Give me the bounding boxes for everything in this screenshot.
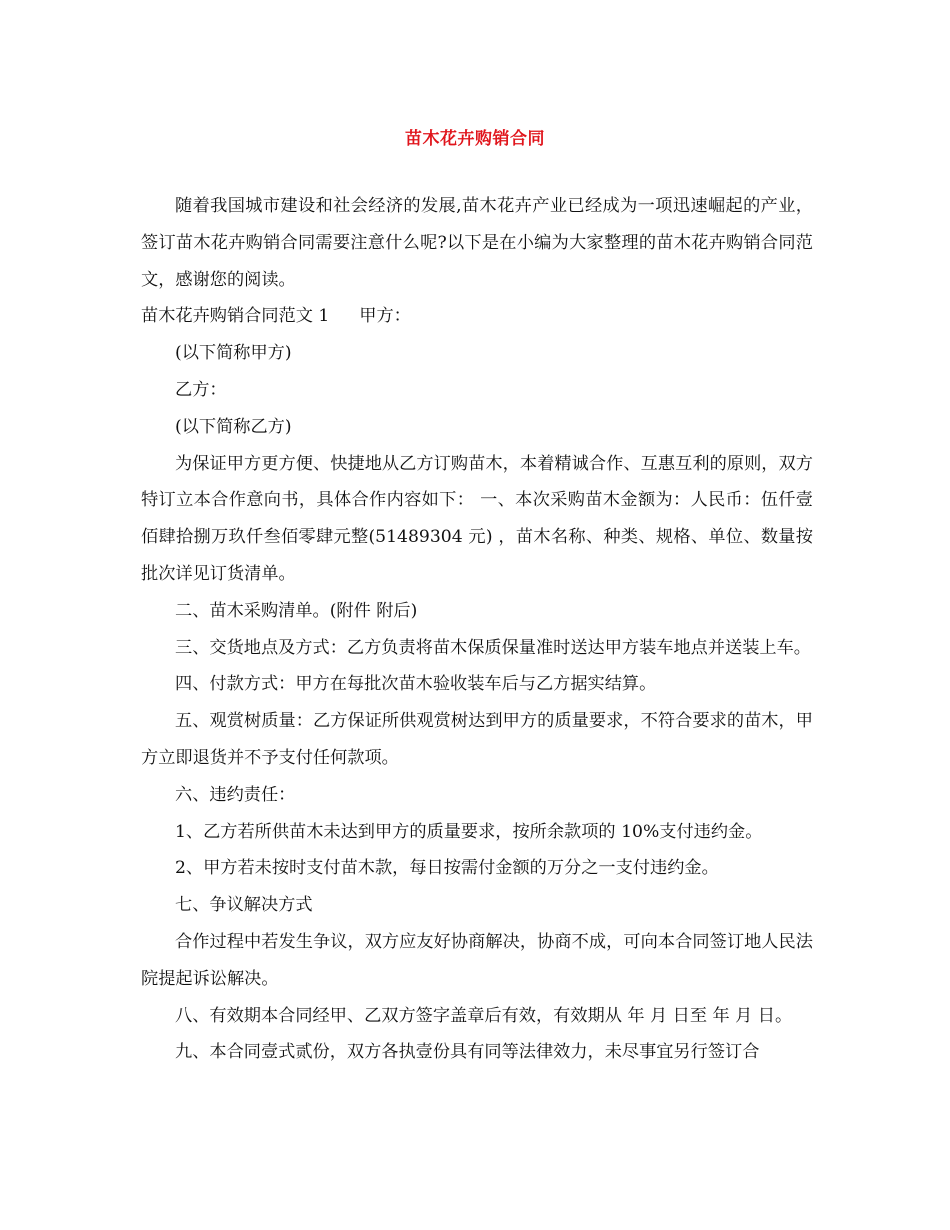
clause-6-item-2: 2、甲方若未按时支付苗木款，每日按需付金额的万分之一支付违约金。 — [175, 858, 719, 879]
sample-heading-line — [141, 298, 813, 335]
party-a-abbr: (以下简称甲方) — [175, 343, 292, 364]
clause-7-body: 合作过程中若发生争议，双方应友好协商解决，协商不成，可向本合同签订地人民法院提起诉讼解决。 — [141, 931, 813, 989]
clause-6-heading: 六、违约责任： — [175, 784, 296, 805]
party-b-label: 乙方： — [175, 379, 227, 400]
sample-heading: 苗木花卉购销合同范文 1 — [141, 306, 330, 327]
document-body — [141, 188, 813, 1071]
party-a-label: 甲方： — [359, 306, 411, 327]
clause-9: 九、本合同壹式贰份，双方各执壹份具有同等法律效力，未尽事宜另行签订合 — [175, 1042, 760, 1063]
clause-7-heading: 七、争议解决方式 — [175, 895, 313, 916]
clause-8: 八、有效期本合同经甲、乙双方签字盖章后有效，有效期从 年 月 日至 年 月 日。 — [175, 1005, 793, 1026]
clause-6-item-1: 1、乙方若所供苗木未达到甲方的质量要求，按所余款项的 10%支付违约金。 — [175, 821, 763, 842]
intro-paragraph: 随着我国城市建设和社会经济的发展,苗木花卉产业已经成为一项迅速崛起的产业，签订苗木花卉购销合同需要注意什么呢?以下是在小编为大家整理的苗木花卉购销合同范文，感谢您的阅读。 — [141, 196, 813, 290]
purpose-paragraph: 为保证甲方更方便、快捷地从乙方订购苗木，本着精诚合作、互惠互利的原则，双方特订立本合作意向书，具体合作内容如下： 一、本次采购苗木金额为：人民币：伍仟壹佰肆拾捌万玖仟叁佰零肆元整(51489304 元) ，苗木名称、种类、规格、单位、数量按批次详见订货清单。 — [141, 453, 813, 584]
clause-2: 二、苗木采购清单。(附件 附后) — [175, 600, 418, 621]
clause-5: 五、观赏树质量：乙方保证所供观赏树达到甲方的质量要求，不符合要求的苗木，甲方立即退货并不予支付任何款项。 — [141, 711, 813, 768]
document-title: 苗木花卉购销合同 — [405, 129, 545, 149]
party-b-abbr: (以下简称乙方) — [175, 416, 292, 437]
clause-4: 四、付款方式：甲方在每批次苗木验收装车后与乙方据实结算。 — [175, 674, 657, 695]
clause-3: 三、交货地点及方式：乙方负责将苗木保质保量准时送达甲方装车地点并送装上车。 — [175, 637, 811, 658]
